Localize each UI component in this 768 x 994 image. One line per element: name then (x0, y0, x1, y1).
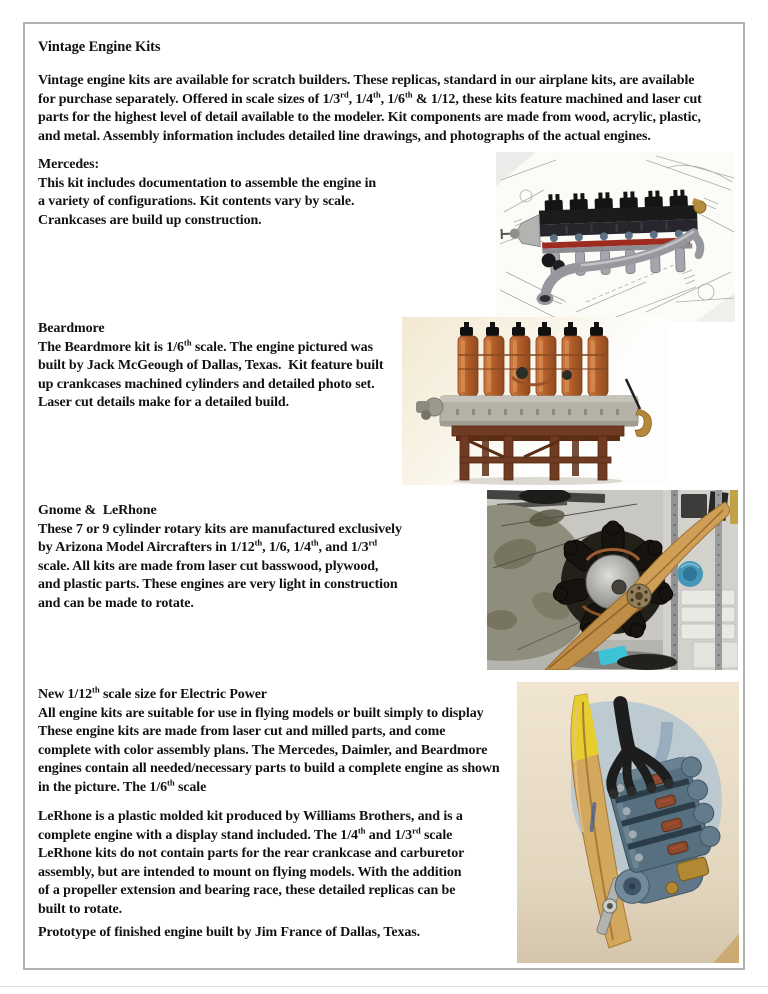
beardmore-body: The Beardmore kit is 1/6th scale. The engine pictured was built by Jack McGeough of Dallas, Texas. Kit feature built up crankcases machined cylinders and detailed photo set. Laser cut details make for a detailed build. (38, 336, 384, 410)
gnome-rotary-engine-photo (487, 490, 738, 670)
section-beardmore (38, 320, 383, 413)
page-title: Vintage Engine Kits (38, 39, 161, 55)
new-scale-heading: New 1/12th scale size for Electric Power (38, 684, 267, 702)
section-gnome-lerhone (38, 502, 402, 613)
new-scale-body: All engine kits are suitable for use in flying models or built simply to display These engine kits are made from laser cut and milled parts, and come complete with color assembly plans. The Mercedes, Daimler, and Beardmore engines contain all needed/necessary parts to build a complete engine as shown in the picture. The 1/6th scale (38, 705, 500, 795)
mercedes-engine-photo (496, 152, 735, 322)
lerhone-paragraph: LeRhone is a plastic molded kit produced by Williams Brothers, and is a complete engine with a display stand included. The 1/4th and 1/3rd scale LeRhone kits do not contain parts for the rear crankcase and carburetor assembly, but are intended to mount on flying models. With the addition of a propeller extension and bearing race, these detailed replicas can be built to rotate. (38, 809, 465, 917)
page-bottom-edge (0, 986, 768, 987)
prototype-note: Prototype of finished engine built by Jim France of Dallas, Texas. (38, 925, 421, 940)
intro-paragraph: Vintage engine kits are available for scratch builders. These replicas, standard in our airplane kits, are available for purchase separately. Offered in scale sizes of 1/3rd, 1/4th, 1/6th & 1/12, these kits feature machined and laser cut parts for the highest level of detail available to the modeler. Kit components are made from wood, acrylic, plastic, and metal. Assembly information includes detailed line drawings, and photographs of the actual engines. (38, 73, 702, 144)
section-new-scale (38, 686, 500, 797)
mercedes-body: This kit includes documentation to assemble the engine in a variety of configurations. Kit contents vary by scale. Crankcases are build up construction. (38, 175, 377, 228)
section-mercedes (38, 156, 376, 230)
workshop-shelving (663, 490, 738, 670)
mercedes-heading: Mercedes: (38, 157, 100, 172)
beardmore-engine-photo (402, 317, 668, 485)
beardmore-heading: Beardmore (38, 321, 105, 336)
lerhone-prototype-engine-photo (517, 682, 739, 963)
gnome-body: These 7 or 9 cylinder rotary kits are manufactured exclusively by Arizona Model Aircrafters in 1/12th, 1/6, 1/4th, and 1/3rd scale. All kits are made from laser cut basswood, plywood, and plastic parts. These engines are very light in construction and can be made to rotate. (38, 521, 402, 611)
gnome-heading: Gnome & LeRhone (38, 503, 157, 518)
